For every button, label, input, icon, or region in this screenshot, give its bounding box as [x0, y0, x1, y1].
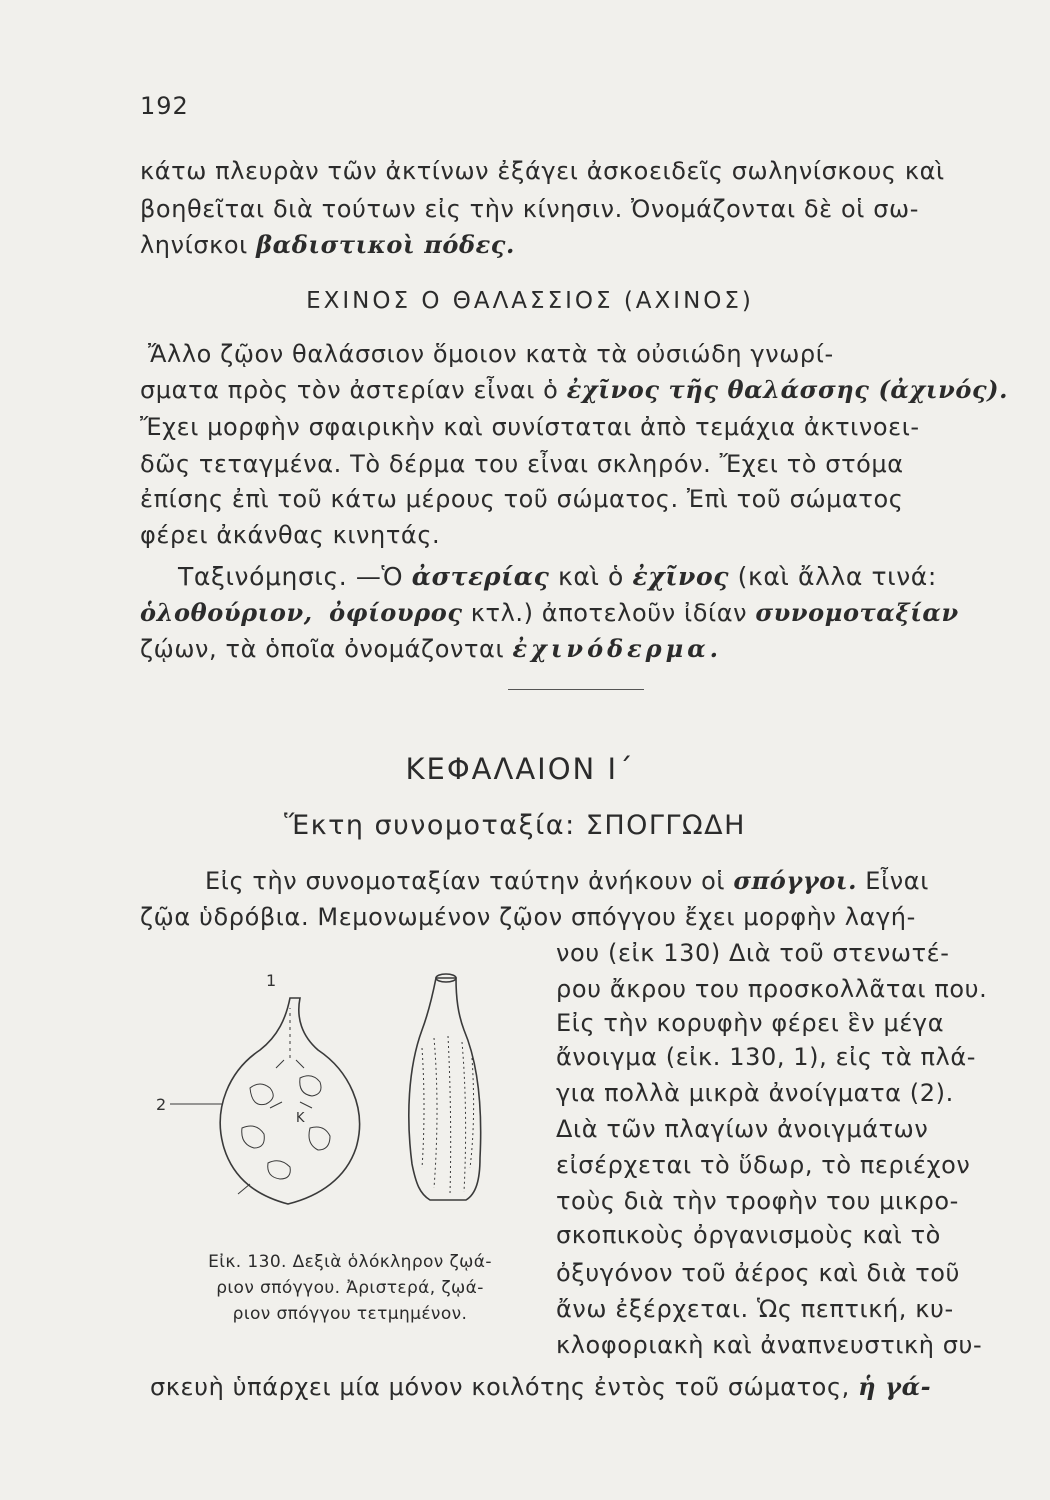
text-line: [140, 632, 930, 666]
text-line: [140, 373, 1009, 407]
figure-caption-line: ριον σπόγγου. Ἀριστερά, ζῳά-: [216, 1278, 484, 1298]
term: συνομοταξίαν: [755, 598, 959, 627]
figure-label-2: 2: [156, 1095, 167, 1114]
term-sponges: σπόγγοι.: [733, 866, 858, 895]
term-sea-urchin: ἐχῖνος τῆς θαλάσσης (ἀχινός).: [566, 375, 1009, 404]
figure-caption-line: Εἰκ. 130. Δεξιὰ ὁλόκληρον ζῳά-: [208, 1252, 492, 1272]
sponge-figure: [150, 958, 550, 1218]
figure-label-1: 1: [266, 971, 277, 990]
text-span: (καὶ ἄλλα τινά:: [729, 562, 937, 591]
term: ὁλοθούριον,: [140, 598, 313, 627]
text-line: [140, 228, 930, 262]
text-span: Ταξινόμησις. —Ὁ: [178, 562, 412, 591]
text-line: [205, 864, 935, 898]
column-line: νου (εἰκ 130) Διὰ τοῦ στενωτέ-: [556, 939, 950, 967]
term-echinoderms: ἐχινόδερμα.: [512, 634, 723, 663]
text-span: Εἰς τὴν συνομοταξίαν ταύτην ἀνήκουν οἱ: [205, 867, 734, 895]
text-span: σματα πρὸς τὸν ἀστερίαν εἶναι ὁ: [140, 376, 567, 404]
text-line: φέρει ἀκάνθας κινητάς.: [140, 521, 441, 549]
text-line: δῶς τεταγμένα. Τὸ δέρμα του εἶναι σκληρόν. Ἔχει τὸ στόμα: [140, 450, 904, 478]
term-walking-feet: βαδιστικοὶ πόδες.: [256, 230, 515, 259]
section-divider: [508, 689, 644, 690]
term: ἐχῖνος: [632, 562, 730, 591]
text-line: Ἔχει μορφὴν σφαιρικὴν καὶ συνίσταται ἀπὸ τεμάχια ἀκτινοει-: [140, 413, 920, 441]
page-number: 192: [140, 92, 189, 120]
column-line: για πολλὰ μικρὰ ἀνοίγματα (2).: [556, 1079, 954, 1107]
column-line: Εἰς τὴν κορυφὴν φέρει ἓν μέγα: [556, 1009, 945, 1037]
text-span: σκευὴ ὑπάρχει μία μόνον κοιλότης ἐντὸς τοῦ σώματος,: [150, 1373, 859, 1401]
column-line: κλοφοριακὴ καὶ ἀναπνευστικὴ συ-: [556, 1331, 983, 1359]
text-line: [140, 596, 959, 630]
chapter-subtitle: Ἕκτη συνομοταξία: ΣΠΟΓΓΩΔΗ: [284, 810, 746, 841]
text-span: ζῴων, τὰ ὁποῖα ὀνομάζονται: [140, 635, 513, 663]
text-line: κάτω πλευρὰν τῶν ἀκτίνων ἐξάγει ἀσκοειδεῖς σωληνίσκους καὶ: [140, 157, 945, 185]
whole-sponge: [409, 974, 481, 1200]
chapter-title: ΚΕΦΑΛΑΙΟΝ Ι΄: [405, 752, 635, 786]
text-line: [178, 560, 968, 594]
column-line: ἄνοιγμα (εἰκ. 130, 1), εἰς τὰ πλά-: [556, 1043, 977, 1071]
term: ὀφίουρος: [329, 598, 463, 627]
column-line: τοὺς διὰ τὴν τροφὴν του μικρο-: [556, 1187, 959, 1215]
term: ἀστερίας: [411, 562, 550, 591]
text-span: ληνίσκοι: [140, 231, 257, 259]
column-line: σκοπικοὺς ὀργανισμοὺς καὶ τὸ: [556, 1221, 941, 1249]
text-span: κτλ.) ἀποτελοῦν ἰδίαν: [462, 599, 756, 627]
text-line: [150, 1370, 940, 1404]
text-line: βοηθεῖται διὰ τούτων εἰς τὴν κίνησιν. Ὀνομάζονται δὲ οἱ σω-: [140, 195, 919, 223]
column-line: ὀξυγόνον τοῦ ἀέρος καὶ διὰ τοῦ: [556, 1259, 961, 1287]
sponge-illustration: [150, 958, 550, 1218]
text-line: ἐπίσης ἐπὶ τοῦ κάτω μέρους τοῦ σώματος. Ἐπὶ τοῦ σώματος: [140, 485, 904, 513]
column-line: εἰσέρχεται τὸ ὕδωρ, τὸ περιέχον: [556, 1151, 971, 1179]
sectioned-sponge: [170, 998, 360, 1204]
column-line: Διὰ τῶν πλαγίων ἀνοιγμάτων: [556, 1115, 929, 1143]
figure-caption-line: ριον σπόγγου τετμημένον.: [232, 1304, 468, 1324]
text-line: Ἄλλο ζῷον θαλάσσιον ὅμοιον κατὰ τὰ οὐσιώδη γνωρί-: [148, 340, 834, 368]
figure-label-k: K: [296, 1111, 305, 1126]
column-line: ρου ἄκρου του προσκολλᾶται που.: [556, 975, 988, 1003]
text-span: Εἶναι: [857, 867, 929, 895]
text-span: καὶ ὁ: [549, 562, 633, 591]
term: ἡ γά-: [858, 1372, 932, 1401]
column-line: ἄνω ἐξέρχεται. Ὡς πεπτική, κυ-: [556, 1295, 954, 1323]
section-heading: ΕΧΙΝΟΣ Ο ΘΑΛΑΣΣΙΟΣ (ΑΧΙΝΟΣ): [306, 288, 754, 314]
text-line: ζῷα ὑδρόβια. Μεμονωμένον ζῷον σπόγγου ἔχει μορφὴν λαγή-: [140, 903, 916, 931]
